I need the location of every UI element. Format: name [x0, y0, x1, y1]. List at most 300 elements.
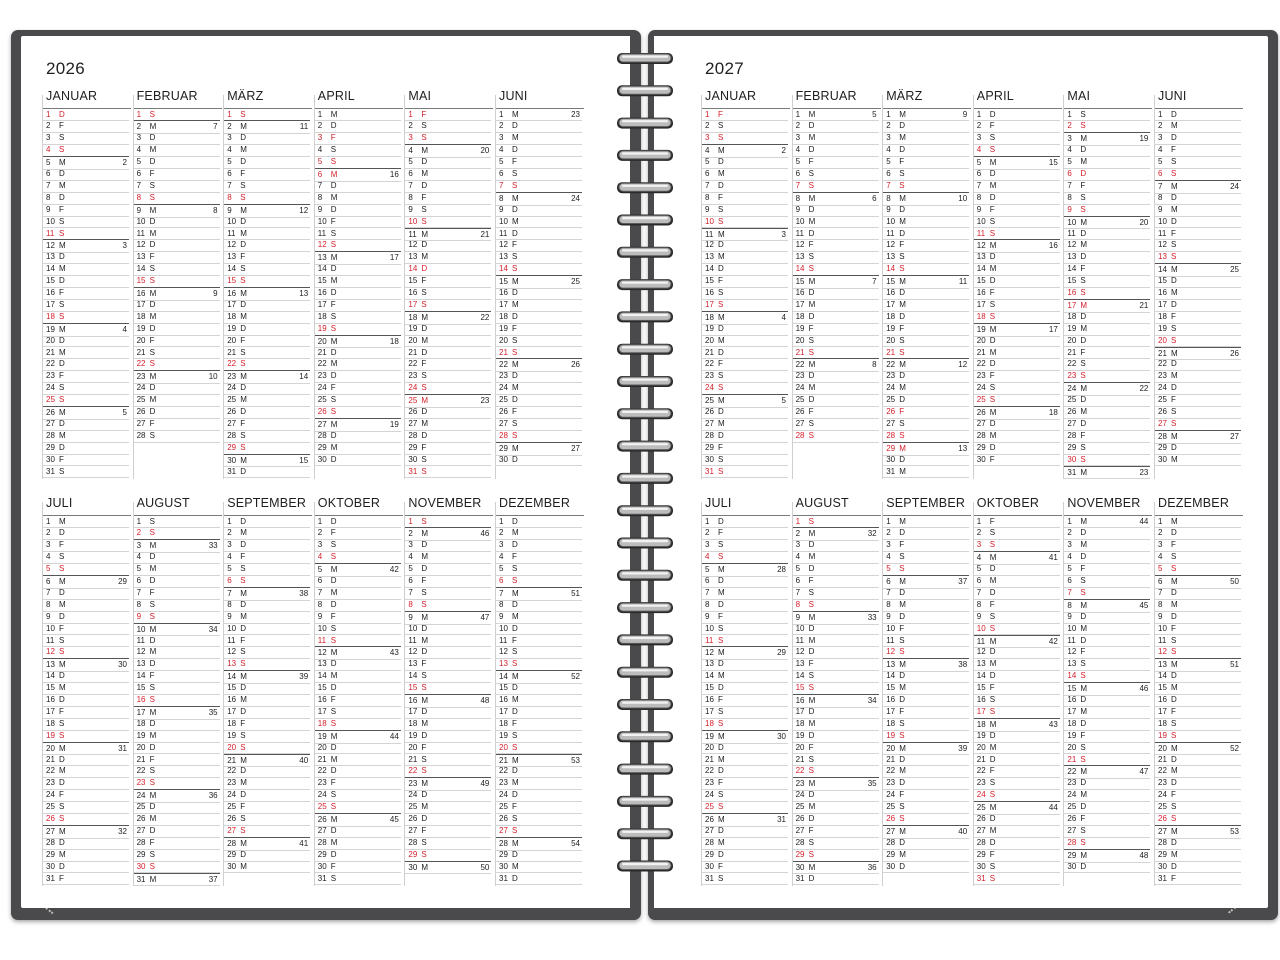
day-number: 29	[795, 849, 805, 859]
weekday-letter: M	[1080, 767, 1088, 777]
weekday-letter: S	[512, 730, 518, 740]
day-number: 30	[1067, 861, 1077, 871]
weekday-letter: F	[330, 299, 336, 309]
weekday-letter: M	[1080, 467, 1088, 477]
day-number: 18	[976, 311, 986, 321]
weekday-letter: S	[718, 802, 724, 812]
month-name: JUNI	[499, 89, 528, 103]
day-number: 3	[795, 540, 801, 550]
day-number: 22	[886, 766, 896, 776]
weekday-letter: F	[421, 825, 427, 835]
day-number: 22	[976, 766, 986, 776]
spiral-ring	[617, 344, 673, 355]
day-number: 24	[1067, 384, 1077, 394]
week-number: 39	[299, 672, 309, 682]
week-number: 45	[389, 815, 399, 824]
day-number: 23	[46, 371, 55, 381]
weekday-letter: F	[240, 169, 246, 178]
weekday-letter: S	[330, 552, 337, 562]
month-juni-2027	[1154, 89, 1241, 479]
weekday-letter: S	[421, 837, 427, 847]
weekday-letter: S	[718, 706, 724, 716]
week-number: 47	[1139, 767, 1149, 777]
day-number: 23	[136, 372, 146, 382]
day-number: 2	[227, 528, 232, 538]
weekday-letter: F	[1080, 564, 1086, 574]
day-number: 8	[136, 192, 142, 202]
day-number: 7	[705, 587, 710, 597]
weekday-letter: S	[1080, 576, 1086, 585]
day-number: 26	[795, 407, 805, 416]
weekday-letter: M	[330, 587, 338, 597]
day-number: 21	[1158, 348, 1167, 358]
day-number: 14	[499, 672, 508, 682]
weekday-letter: S	[1171, 157, 1177, 167]
day-number: 13	[1158, 660, 1167, 670]
day-number: 26	[136, 407, 146, 416]
weekday-letter: S	[330, 323, 337, 333]
weekday-letter: M	[989, 742, 997, 752]
weekday-letter: S	[59, 216, 65, 226]
day-number: 19	[227, 730, 237, 740]
day-number: 22	[317, 766, 327, 776]
weekday-letter: S	[421, 216, 427, 226]
week-number: 13	[958, 443, 968, 453]
weekday-letter: S	[240, 647, 246, 657]
weekday-letter: S	[808, 264, 814, 274]
day-number: 24	[1158, 790, 1167, 800]
day-number: 31	[408, 466, 418, 476]
day-number: 14	[976, 671, 986, 681]
day-number: 29	[499, 849, 508, 859]
day-number: 5	[795, 157, 801, 167]
weekday-letter: S	[989, 311, 996, 321]
day-number: 21	[317, 347, 327, 357]
month-dezember-2027	[1154, 496, 1241, 886]
weekday-letter: S	[718, 299, 724, 309]
day-number: 17	[408, 706, 418, 716]
weekday-letter: M	[421, 529, 429, 539]
day-number: 29	[976, 442, 986, 452]
weekday-letter: S	[718, 133, 724, 143]
day-number: 26	[227, 814, 237, 823]
day-number: 17	[408, 299, 418, 309]
month-name: MAI	[1067, 89, 1091, 103]
weekday-letter: M	[421, 312, 429, 322]
day-number: 21	[1067, 347, 1077, 357]
day-number: 2	[1067, 528, 1072, 538]
weekday-letter: D	[240, 383, 246, 393]
weekday-letter: D	[512, 371, 518, 381]
week-number: 18	[1048, 408, 1058, 417]
day-number: 3	[46, 133, 51, 143]
weekday-letter: D	[808, 730, 815, 740]
weekday-letter: M	[808, 360, 816, 370]
weekday-letter: D	[421, 790, 428, 800]
day-number: 11	[705, 635, 714, 645]
spiral-ring	[617, 538, 673, 549]
day-number: 3	[227, 133, 232, 143]
weekday-letter: D	[1080, 611, 1087, 621]
day-number: 4	[317, 145, 323, 155]
day-number: 5	[1067, 564, 1072, 574]
weekday-letter: D	[718, 347, 724, 357]
day-number: 1	[46, 516, 51, 526]
weekday-letter: D	[240, 299, 246, 309]
weekday-letter: F	[512, 552, 517, 562]
day-number: 9	[499, 611, 504, 621]
weekday-letter: S	[1171, 169, 1177, 178]
day-number: 5	[317, 157, 323, 167]
day-number: 27	[136, 825, 146, 835]
weekday-letter: F	[1171, 311, 1176, 321]
weekday-letter: D	[899, 371, 905, 381]
day-number: 11	[886, 228, 895, 238]
day-number: 3	[408, 133, 413, 143]
day-number: 25	[46, 395, 55, 405]
weekday-letter: F	[59, 288, 64, 297]
day-number: 12	[1158, 240, 1167, 250]
day-number: 30	[976, 861, 986, 871]
weekday-letter: D	[718, 825, 724, 835]
day-number: 6	[1067, 576, 1072, 585]
day-number: 29	[227, 849, 237, 859]
weekday-letter: D	[1171, 671, 1177, 681]
day-number: 4	[1158, 145, 1163, 155]
weekday-letter: D	[1080, 169, 1087, 178]
weekday-letter: D	[899, 754, 905, 764]
day-number: 13	[705, 252, 714, 262]
weekday-letter: F	[240, 252, 246, 262]
month-name: APRIL	[317, 89, 355, 103]
day-number: 10	[795, 216, 805, 226]
weekday-letter: S	[330, 157, 337, 167]
weekday-letter: M	[330, 671, 338, 681]
day-number: 12	[46, 241, 55, 251]
weekday-letter: S	[718, 790, 724, 800]
day-number: 14	[795, 264, 805, 274]
day-number: 15	[317, 276, 327, 286]
weekday-letter: D	[718, 659, 724, 669]
day-number: 7	[499, 180, 504, 190]
weekday-letter: M	[899, 216, 906, 226]
day-number: 11	[499, 635, 508, 645]
weekday-letter: F	[240, 802, 246, 812]
day-number: 9	[705, 204, 710, 214]
weekday-letter: M	[149, 395, 157, 405]
day-row	[43, 466, 129, 479]
weekday-letter: D	[718, 849, 724, 859]
day-number: 30	[136, 861, 146, 871]
weekday-letter: D	[808, 814, 815, 823]
week-number: 12	[958, 360, 968, 370]
weekday-letter: F	[149, 837, 155, 847]
weekday-letter: S	[59, 635, 65, 645]
weekday-letter: S	[149, 849, 155, 859]
day-number: 10	[1067, 623, 1077, 633]
weekday-letter: F	[899, 240, 905, 250]
day-number: 9	[1067, 204, 1072, 214]
day-number: 26	[227, 407, 237, 416]
weekday-letter: S	[808, 169, 814, 178]
weekday-letter: S	[421, 383, 427, 393]
weekday-letter: D	[330, 766, 337, 776]
day-number: 25	[499, 802, 508, 812]
weekday-letter: S	[718, 121, 724, 131]
day-number: 8	[886, 599, 891, 609]
weekday-letter: D	[240, 133, 246, 143]
day-number: 25	[705, 396, 714, 406]
weekday-letter: M	[899, 277, 906, 287]
day-number: 12	[886, 240, 896, 250]
day-number: 24	[136, 791, 146, 801]
weekday-letter: S	[149, 516, 155, 526]
week-number: 29	[118, 577, 127, 586]
weekday-letter: M	[718, 169, 725, 178]
day-number: 9	[46, 611, 51, 621]
day-number: 5	[46, 158, 51, 168]
weekday-letter: D	[512, 454, 518, 464]
weekday-letter: F	[1080, 814, 1086, 823]
day-row	[1064, 861, 1150, 874]
weekday-letter: F	[330, 611, 336, 621]
weekday-letter: S	[149, 611, 155, 621]
day-number: 22	[136, 766, 146, 776]
weekday-letter: D	[899, 228, 905, 238]
weekday-letter: S	[1171, 252, 1177, 262]
day-number: 3	[976, 133, 982, 143]
day-number: 17	[795, 706, 805, 716]
weekday-letter: F	[512, 323, 517, 333]
weekday-letter: S	[1171, 814, 1177, 823]
day-number: 21	[1158, 754, 1167, 764]
week-number: 36	[208, 791, 218, 801]
day-row	[405, 861, 491, 875]
weekday-letter: S	[899, 814, 905, 823]
week-number: 50	[1230, 577, 1239, 586]
day-number: 3	[46, 540, 51, 550]
spiral-ring	[617, 731, 673, 742]
weekday-letter: S	[149, 430, 155, 440]
weekday-letter: M	[1171, 849, 1178, 859]
day-row	[43, 873, 129, 886]
day-number: 1	[1067, 516, 1072, 526]
day-number: 2	[499, 121, 504, 131]
day-number: 15	[136, 683, 146, 693]
weekday-letter: S	[718, 718, 724, 728]
day-number: 6	[886, 169, 891, 178]
weekday-letter: D	[149, 407, 156, 416]
day-number: 2	[886, 528, 891, 538]
weekday-letter: M	[240, 145, 247, 155]
day-number: 10	[136, 216, 146, 226]
weekday-letter: M	[149, 564, 157, 574]
day-number: 16	[227, 289, 237, 298]
day-number: 9	[408, 612, 413, 622]
weekday-letter: M	[1080, 790, 1088, 800]
day-number: 5	[136, 157, 142, 167]
day-number: 15	[705, 276, 714, 286]
day-number: 12	[976, 241, 986, 251]
day-number: 4	[976, 145, 982, 155]
day-number: 13	[317, 253, 327, 263]
day-number: 6	[136, 576, 142, 585]
day-number: 6	[46, 169, 51, 178]
week-number: 5	[122, 408, 127, 417]
weekday-letter: M	[899, 443, 906, 453]
day-number: 28	[227, 838, 237, 848]
weekday-letter: F	[59, 540, 64, 550]
day-row	[1064, 466, 1150, 480]
day-number: 24	[317, 790, 327, 800]
day-number: 8	[499, 599, 504, 609]
day-number: 21	[499, 755, 508, 765]
week-number: 49	[480, 779, 490, 789]
day-number: 15	[136, 276, 146, 286]
week-number: 32	[867, 529, 877, 539]
day-number: 8	[1158, 192, 1163, 202]
day-number: 4	[1067, 145, 1072, 155]
weekday-letter: D	[330, 121, 337, 131]
day-number: 9	[317, 204, 323, 214]
day-number: 13	[136, 252, 146, 262]
weekday-letter: D	[59, 837, 65, 847]
week-number: 10	[958, 193, 968, 203]
weekday-letter: S	[989, 611, 996, 621]
week-number: 2	[122, 158, 127, 168]
weekday-letter: F	[989, 371, 995, 381]
day-number: 29	[886, 849, 896, 859]
day-number: 5	[408, 157, 413, 167]
day-number: 17	[705, 706, 714, 716]
day-number: 21	[1067, 754, 1077, 764]
day-row	[315, 873, 401, 886]
weekday-letter: S	[989, 395, 996, 405]
day-row	[793, 873, 879, 886]
year-title-2027: 2027	[705, 59, 745, 78]
weekday-letter: D	[1171, 299, 1177, 309]
weekday-letter: S	[808, 180, 814, 190]
day-number: 5	[976, 158, 982, 168]
day-number: 16	[976, 695, 986, 704]
weekday-letter: M	[240, 611, 247, 621]
weekday-letter: M	[512, 528, 519, 538]
day-number: 21	[976, 347, 986, 357]
day-number: 31	[46, 873, 55, 883]
weekday-letter: S	[149, 359, 155, 369]
weekday-letter: M	[512, 611, 519, 621]
day-number: 30	[1158, 861, 1167, 871]
week-number: 40	[958, 826, 968, 836]
day-number: 16	[317, 695, 327, 704]
day-number: 27	[886, 826, 896, 836]
weekday-letter: M	[59, 158, 66, 168]
week-number: 17	[1048, 324, 1058, 334]
day-number: 27	[705, 418, 714, 428]
weekday-letter: M	[59, 516, 66, 526]
weekday-letter: F	[59, 204, 64, 214]
day-number: 14	[408, 671, 418, 681]
day-number: 10	[227, 623, 237, 633]
weekday-letter: M	[718, 754, 725, 764]
day-number: 11	[46, 228, 55, 238]
weekday-letter: M	[59, 408, 66, 417]
day-number: 2	[227, 122, 232, 132]
day-number: 1	[317, 516, 323, 526]
day-number: 19	[317, 731, 327, 741]
weekday-letter: D	[149, 133, 156, 143]
day-number: 11	[976, 228, 986, 238]
month-januar-2027	[701, 89, 788, 479]
day-number: 20	[317, 336, 327, 346]
day-number: 2	[976, 121, 982, 131]
weekday-letter: S	[149, 180, 155, 190]
weekday-letter: F	[421, 742, 427, 752]
day-number: 7	[795, 587, 801, 597]
weekday-letter: M	[59, 324, 66, 334]
spiral-ring	[617, 796, 673, 807]
day-number: 7	[499, 588, 504, 598]
day-number: 27	[795, 418, 805, 428]
day-number: 4	[136, 552, 142, 562]
weekday-letter: M	[1171, 454, 1178, 464]
weekday-letter: D	[989, 169, 996, 178]
weekday-letter: F	[718, 695, 723, 704]
weekday-letter: D	[149, 742, 156, 752]
day-number: 17	[227, 706, 237, 716]
day-number: 3	[705, 133, 710, 143]
weekday-letter: M	[1080, 706, 1088, 716]
day-number: 1	[1067, 109, 1072, 119]
weekday-letter: D	[512, 873, 518, 883]
weekday-letter: D	[59, 861, 65, 871]
weekday-letter: M	[718, 587, 725, 597]
weekday-letter: S	[59, 145, 65, 155]
weekday-letter: F	[512, 802, 517, 812]
weekday-letter: M	[718, 418, 725, 428]
weekday-letter: D	[421, 540, 428, 550]
day-number: 24	[886, 790, 896, 800]
day-number: 25	[136, 802, 146, 812]
weekday-letter: D	[1080, 695, 1087, 704]
day-number: 21	[705, 754, 714, 764]
weekday-letter: S	[240, 814, 246, 823]
weekday-letter: S	[149, 695, 155, 704]
day-number: 2	[317, 121, 323, 131]
week-number: 45	[1139, 600, 1149, 610]
day-number: 8	[136, 599, 142, 609]
weekday-letter: M	[989, 576, 997, 585]
weekday-letter: S	[718, 552, 724, 562]
weekday-letter: F	[240, 335, 246, 345]
weekday-letter: F	[718, 611, 723, 621]
weekday-letter: M	[1171, 288, 1178, 297]
weekday-letter: M	[1171, 743, 1178, 753]
weekday-letter: S	[240, 180, 246, 190]
weekday-letter: S	[240, 276, 246, 286]
day-number: 5	[317, 565, 323, 575]
weekday-letter: M	[59, 849, 66, 859]
week-number: 41	[1048, 553, 1058, 563]
weekday-letter: D	[59, 418, 65, 428]
weekday-letter: D	[240, 216, 246, 226]
day-number: 7	[317, 587, 323, 597]
day-number: 22	[317, 359, 327, 369]
weekday-letter: M	[512, 672, 519, 682]
day-number: 30	[976, 454, 986, 464]
weekday-letter: M	[330, 336, 338, 346]
month-name: MÄRZ	[227, 89, 264, 103]
